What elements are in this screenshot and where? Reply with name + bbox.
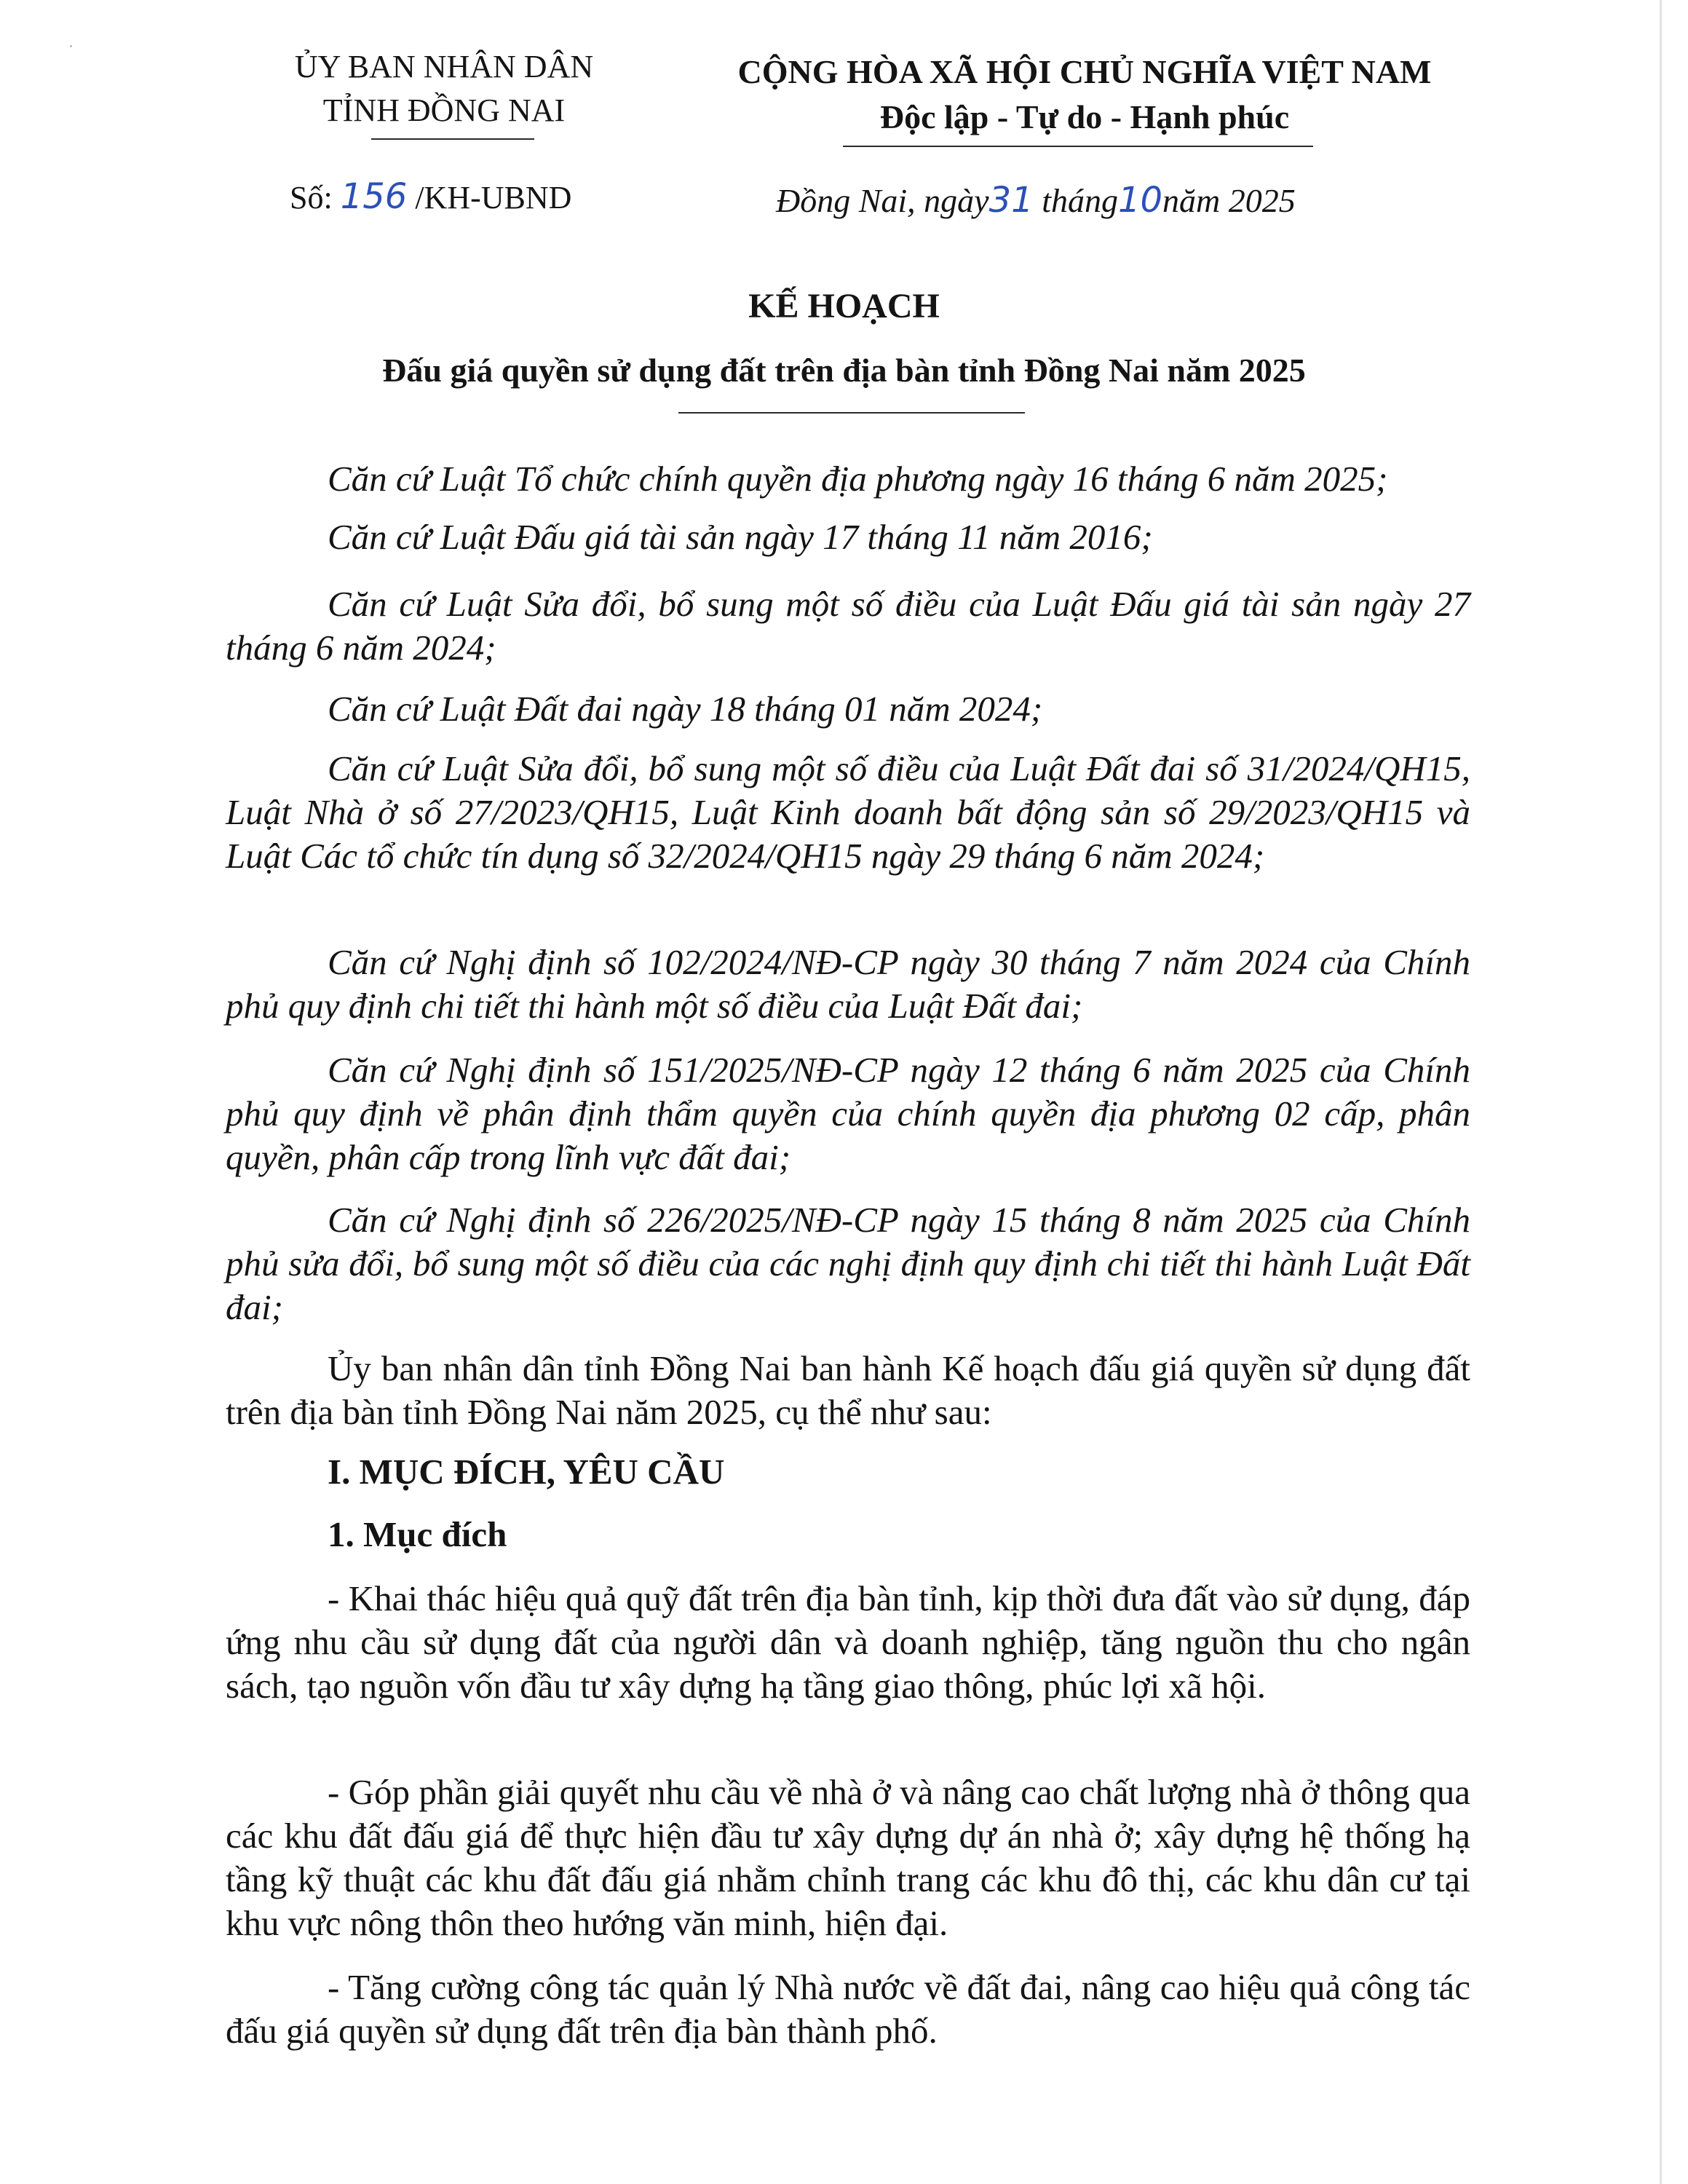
document-number xyxy=(290,176,571,218)
date-month-label: tháng xyxy=(1042,182,1118,219)
national-motto xyxy=(677,50,1492,140)
legal-basis-6: Căn cứ Nghị định số 102/2024/NĐ-CP ngày 30 tháng 7 năm 2024 của Chính phủ quy định chi tiết thi hành một số điều của Luật Đất đai; xyxy=(226,942,1470,1026)
motto-underline xyxy=(843,146,1313,147)
legal-basis-7: Căn cứ Nghị định số 151/2025/NĐ-CP ngày 12 tháng 6 năm 2025 của Chính phủ quy định về phân định thẩm quyền của chính quyền địa phương 02 cấp, phân quyền, phân cấp trong lĩnh vực đất đai; xyxy=(226,1050,1470,1177)
document-title: KẾ HOẠCH xyxy=(748,287,940,325)
nation-line-1: CỘNG HÒA XÃ HỘI CHỦ NGHĨA VIỆT NAM xyxy=(737,53,1432,90)
legal-basis-3: Căn cứ Luật Sửa đổi, bổ sung một số điều của Luật Đấu giá tài sản ngày 27 tháng 6 năm 2024; xyxy=(226,584,1470,668)
intro-paragraph: Ủy ban nhân dân tỉnh Đồng Nai ban hành Kế hoạch đấu giá quyền sử dụng đất trên địa bàn tỉnh Đồng Nai năm 2025, cụ thể như sau: xyxy=(226,1348,1470,1432)
issuing-agency xyxy=(247,45,641,132)
doc-number-handwritten: 156 xyxy=(340,176,408,217)
purpose-item-1: - Khai thác hiệu quả quỹ đất trên địa bàn tỉnh, kịp thời đưa đất vào sử dụng, đáp ứng nhu cầu sử dụng đất của người dân và doanh nghiệp, tăng nguồn thu cho ngân sách, tạo nguồn vốn đầu tư xây dựng hạ tầng giao thông, phúc lợi xã hội. xyxy=(226,1578,1470,1706)
issue-date xyxy=(776,179,1296,222)
doc-number-suffix: /KH-UBND xyxy=(415,180,572,215)
agency-line-2: TỈNH ĐỒNG NAI xyxy=(322,92,566,128)
date-year: năm 2025 xyxy=(1162,182,1296,219)
purpose-item-2: - Góp phần giải quyết nhu cầu về nhà ở và nâng cao chất lượng nhà ở thông qua các khu đất đấu giá để thực hiện đầu tư xây dựng dự án nhà ở; xây dựng hệ thống hạ tầng kỹ thuật các khu đất đấu giá nhằm chỉnh trang các khu đô thị, các khu dân cư tại khu vực nông thôn theo hướng văn minh, hiện đại. xyxy=(226,1772,1470,1943)
agency-line-1: ỦY BAN NHÂN DÂN xyxy=(294,49,594,84)
scan-artifact xyxy=(70,45,72,47)
legal-basis-8: Căn cứ Nghị định số 226/2025/NĐ-CP ngày 15 tháng 8 năm 2025 của Chính phủ sửa đổi, bổ sung một số điều của các nghị định quy định chi tiết thi hành Luật Đất đai; xyxy=(226,1200,1470,1327)
section-heading: I. MỤC ĐÍCH, YÊU CẦU xyxy=(328,1452,725,1492)
legal-basis-4: Căn cứ Luật Đất đai ngày 18 tháng 01 năm 2024; xyxy=(328,689,1043,729)
document-subtitle: Đấu giá quyền sử dụng đất trên địa bàn tỉnh Đồng Nai năm 2025 xyxy=(382,352,1306,389)
purpose-item-3: - Tăng cường công tác quản lý Nhà nước về đất đai, nâng cao hiệu quả công tác đấu giá quyền sử dụng đất trên địa bàn thành phố. xyxy=(226,1967,1470,2051)
doc-number-prefix: Số: xyxy=(290,180,333,215)
legal-basis-5: Căn cứ Luật Sửa đổi, bổ sung một số điều của Luật Đất đai số 31/2024/QH15, Luật Nhà ở số 27/2023/QH15, Luật Kinh doanh bất động sản số 29/2023/QH15 và Luật Các tổ chức tín dụng số 32/2024/QH15 ngày 29 tháng 6 năm 2024; xyxy=(226,748,1470,876)
nation-line-2: Độc lập - Tự do - Hạnh phúc xyxy=(879,98,1290,135)
date-month-handwritten: 10 xyxy=(1117,180,1163,221)
subsection-heading: 1. Mục đích xyxy=(328,1514,507,1554)
legal-basis-1: Căn cứ Luật Tổ chức chính quyền địa phương ngày 16 tháng 6 năm 2025; xyxy=(328,459,1388,499)
date-place: Đồng Nai, ngày xyxy=(776,182,989,219)
legal-basis-2: Căn cứ Luật Đấu giá tài sản ngày 17 tháng 11 năm 2016; xyxy=(328,517,1153,557)
title-underline xyxy=(678,412,1025,414)
date-day-handwritten: 31 xyxy=(988,180,1034,221)
agency-underline xyxy=(371,138,534,140)
